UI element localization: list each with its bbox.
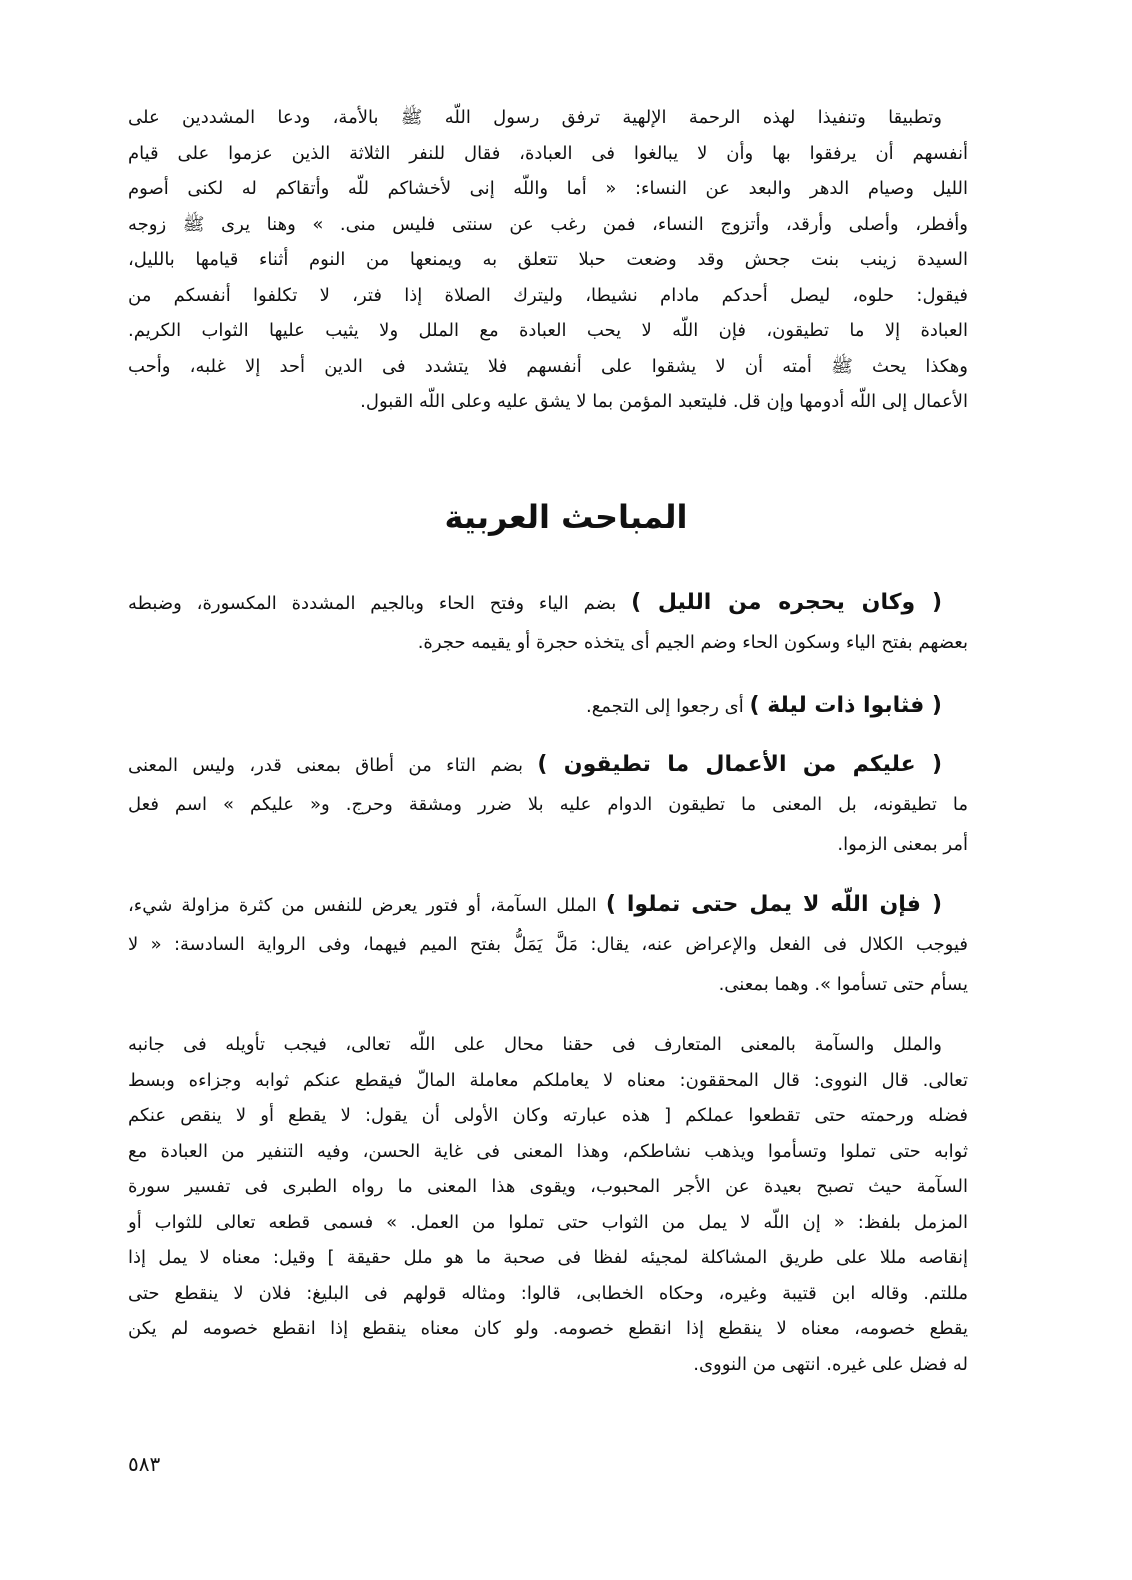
text-line bbox=[128, 885, 968, 925]
text-line bbox=[128, 785, 968, 825]
text-line: تعالى. قال النووى: قال المحققون: معناه لا يعاملكم معاملة المالّ فيقطع عنكم ثوابه وجزاءه وبسط bbox=[128, 1069, 968, 1091]
entry-text: يسأم حتى تسأموا ». وهما بمعنى. bbox=[718, 974, 968, 995]
entry-text: بعضهم بفتح الياء وسكون الحاء وضم الجيم أى يتخذه حجرة أو يقيمه حجرة. bbox=[417, 632, 968, 653]
text-line: فضله ورحمته حتى تقطعوا عملكم [ هذه عبارته وكان الأولى أن يقول: لا يقطع أو لا ينقص عنكم bbox=[128, 1105, 968, 1126]
text-line: وهكذا يحث ﷺ أمته أن لا يشقوا على أنفسهم فلا يتشدد فى الدين أحد إلا غلبه، وأحب bbox=[128, 355, 968, 377]
glossary-entry bbox=[128, 885, 968, 1005]
text-line bbox=[128, 623, 968, 663]
text-line: الليل وصيام الدهر والبعد عن النساء: « أما واللّه إنى لأخشاكم للّه وأتقاكم له لكنى أصوم bbox=[128, 178, 968, 199]
entry-term: ( فثابوا ذات ليلة ) bbox=[749, 693, 942, 718]
text-line: مللتم. وقاله ابن قتيبة وغيره، وحكاه الخطابى، قالوا: ومثاله قولهم فى البليغ: فلان لا ينقطع حتى bbox=[128, 1282, 968, 1304]
text-line: فيقول: حلوه، ليصل أحدكم مادام نشيطا، وليترك الصلاة إذا فتر، لا تكلفوا أنفسكم من bbox=[128, 284, 968, 306]
glossary-entry bbox=[128, 686, 968, 726]
text-line: له فضل على غيره. انتهى من النووى. bbox=[693, 1353, 968, 1375]
glossary-entry bbox=[128, 583, 968, 663]
glossary-entry bbox=[128, 745, 968, 865]
text-line: ثوابه حتى تملوا وتسأموا ويذهب نشاطكم، وهذا المعنى فى غاية الحسن، وفيه التنفير من العبادة مع bbox=[128, 1140, 968, 1162]
text-line: الأعمال إلى اللّه أدومها وإن قل. فليتعبد المؤمن بما لا يشق عليه وعلى اللّه القبول. bbox=[360, 391, 968, 412]
entry-text: أى رجعوا إلى التجمع. bbox=[585, 696, 744, 717]
text-line bbox=[128, 925, 968, 965]
text-line: وأفطر، وأصلى وأرقد، وأتزوج النساء، فمن رغب عن سنتى فليس منى. » وهنا يرى ﷺ زوجه bbox=[128, 213, 968, 235]
entry-term: ( فإن اللّه لا يمل حتى تملوا ) bbox=[605, 892, 942, 917]
entry-text: الملل السآمة، أو فتور يعرض للنفس من كثرة مزاولة شيء، bbox=[128, 895, 597, 916]
entry-text: بضم التاء من أطاق بمعنى قدر، وليس المعنى bbox=[128, 755, 524, 776]
section-heading: المباحث العربية bbox=[444, 498, 688, 536]
entry-text: بضم الياء وفتح الحاء وبالجيم المشددة المكسورة، وضبطه bbox=[128, 593, 617, 614]
page-number: ٥٨٣ bbox=[128, 1452, 161, 1476]
entry-term: ( وكان يحجره من الليل ) bbox=[631, 590, 943, 615]
text-line: إنقاصه مللا على طريق المشاكلة لمجيئه لفظا فى صحبة ما هو ملل حقيقة ] وقيل: معناه لا يمل إذا bbox=[128, 1247, 968, 1268]
entry-term: ( عليكم من الأعمال ما تطيقون ) bbox=[537, 752, 942, 777]
final-paragraph bbox=[128, 1027, 968, 1382]
entry-text: ما تطيقونه، بل المعنى ما تطيقون الدوام عليه بلا ضرر ومشقة وحرج. و« عليكم » اسم فعل bbox=[128, 794, 968, 815]
text-line bbox=[128, 745, 968, 785]
entry-text: فيوجب الكلال فى الفعل والإعراض عنه، يقال: مَلَّ يَمَلُّ بفتح الميم فيهما، وفى الرواية السادسة: « لا bbox=[128, 934, 968, 955]
text-line bbox=[128, 583, 968, 623]
text-line: السآمة حيث تصبح بعيدة عن الأجر المحبوب، ويقوى هذا المعنى ما رواه الطبرى فى تفسير سورة bbox=[128, 1176, 968, 1197]
entry-text: أمر بمعنى الزموا. bbox=[837, 834, 968, 855]
text-line: المزمل بلفظ: « إن اللّه لا يمل من الثواب حتى تملوا من العمل. » فسمى قطعه تعالى للثواب أو bbox=[128, 1211, 968, 1233]
text-line bbox=[128, 965, 968, 1005]
text-line: يقطع خصومه، معناه لا ينقطع إذا انقطع خصومه. ولو كان معناه ينقطع إذا انقطع خصومه لم يكن bbox=[128, 1318, 968, 1339]
text-line: وتطبيقا وتنفيذا لهذه الرحمة الإلهية ترفق رسول اللّه ﷺ بالأمة، ودعا المشددين على bbox=[128, 107, 942, 128]
text-line bbox=[128, 825, 968, 865]
text-line: أنفسهم أن يرفقوا بها وأن لا يبالغوا فى العبادة، فقال للنفر الثلاثة الذين عزموا على قيام bbox=[128, 142, 968, 164]
text-line: السيدة زينب بنت جحش وقد وضعت حبلا تتعلق به ويمنعها من النوم أثناء قيامها بالليل، bbox=[128, 249, 968, 270]
text-line: والملل والسآمة بالمعنى المتعارف فى حقنا محال على اللّه تعالى، فيجب تأويله فى جانبه bbox=[128, 1034, 942, 1055]
intro-paragraph bbox=[128, 100, 968, 420]
text-line: العبادة إلا ما تطيقون، فإن اللّه لا يحب العبادة مع الملل ولا يثيب عليها الثواب الكريم. bbox=[128, 320, 968, 341]
text-line bbox=[128, 686, 968, 726]
